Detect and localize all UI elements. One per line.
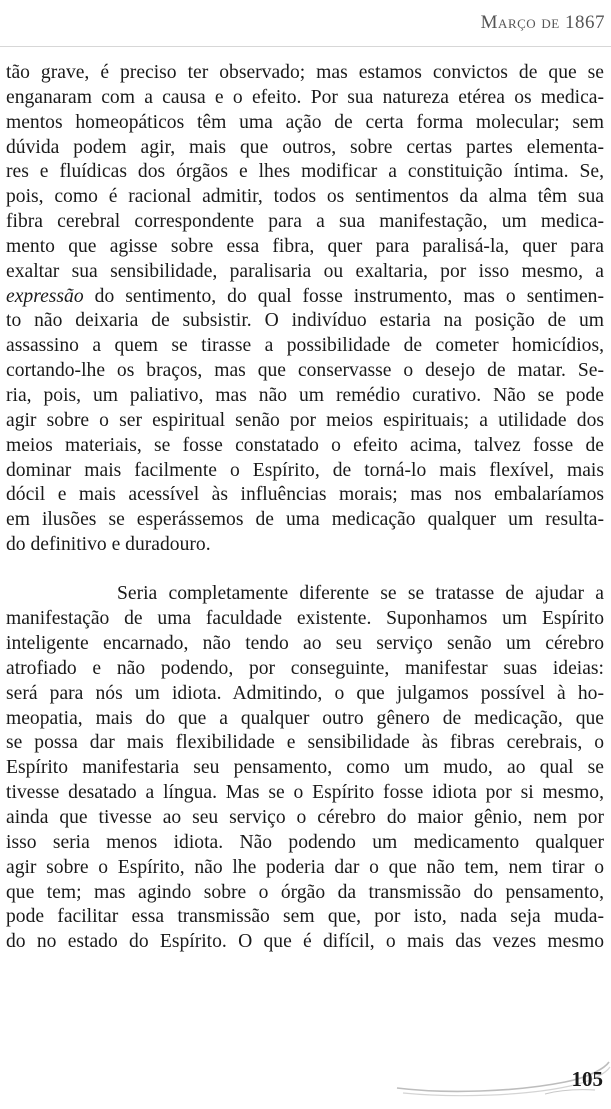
text-line: meios materiais, se fosse constatado o efeito acima, talvez fosse de <box>6 434 604 456</box>
text-line: Seria completamente diferente se se tratasse de ajudar a <box>117 583 604 605</box>
text-line: to não deixaria de subsistir. O indivíduo estaria na posição de um <box>6 310 604 332</box>
text-line: mento que agisse sobre essa fibra, quer para paralisá-la, quer para <box>6 235 604 257</box>
text-line: do no estado do Espírito. O que é difícil, o mais das vezes mesmo <box>6 931 604 953</box>
text-line: agir sobre o Espírito, não lhe poderia dar o que não tem, nem tirar o <box>6 856 604 878</box>
text-line: Espírito manifestaria seu pensamento, como um mudo, ao qual se <box>6 757 604 779</box>
text-line-with-emphasis <box>6 285 604 310</box>
text-line: agir sobre o ser espiritual senão por meios espirituais; a utilidade dos <box>6 409 604 431</box>
paragraph-2 <box>6 582 604 955</box>
text-line: tivesse desatado a língua. Mas se o Espírito fosse idiota por si mesmo, <box>6 782 604 804</box>
text-line: pode facilitar essa transmissão sem que, por isto, nada seja muda- <box>6 906 604 928</box>
text-line: res e fluídicas dos órgãos e lhes modificar a constituição íntima. Se, <box>6 161 604 183</box>
emphasized-word: expressão <box>6 285 84 307</box>
text-line: ainda que tivesse ao seu serviço o cérebro do maior gênio, nem por <box>6 806 604 828</box>
text-line: isso seria menos idiota. Não podendo um medicamento qualquer <box>6 831 604 853</box>
text-line: do definitivo e duradouro. <box>6 534 211 556</box>
text-line: enganaram com a causa e o efeito. Por sua natureza etérea os medica- <box>6 86 604 108</box>
text-line: meopatia, mais do que a qualquer outro gênero de medicação, que <box>6 707 604 729</box>
text-line: assassino a quem se tirasse a possibilidade de cometer homicídios, <box>6 335 604 357</box>
paragraph-1 <box>6 61 604 558</box>
text-line-rest: do sentimento, do qual fosse instrumento, mas o sentimen- <box>83 285 604 307</box>
page-number: 105 <box>571 1067 603 1091</box>
text-line: em ilusões se esperássemos de uma medicação qualquer um resulta- <box>6 509 604 531</box>
text-line: dócil e mais acessível às influências morais; mas nos embalaríamos <box>6 484 604 506</box>
text-line: mentos homeopáticos têm uma ação de certa forma molecular; sem <box>6 111 604 133</box>
text-line: atrofiado e não podendo, por conseguinte, manifestar suas ideias: <box>6 657 604 679</box>
body-text <box>6 61 604 955</box>
text-line: cortando-lhe os braços, mas que conservasse o desejo de matar. Se- <box>6 360 604 382</box>
header-divider <box>0 46 611 47</box>
text-line: dúvida podem agir, mais que outros, sobre certas partes elementa- <box>6 136 604 158</box>
text-line: inteligente encarnado, não tendo ao seu serviço senão um cérebro <box>6 633 604 655</box>
text-line: fibra cerebral correspondente para a sua manifestação, um medica- <box>6 211 604 233</box>
text-line: se possa dar mais flexibilidade e sensibilidade às fibras cerebrais, o <box>6 732 604 754</box>
text-line: tão grave, é preciso ter observado; mas estamos convictos de que se <box>6 62 604 83</box>
text-line: manifestação de uma faculdade existente. Suponhamos um Espírito <box>6 608 604 630</box>
text-line: exaltar sua sensibilidade, paralisaria ou exaltaria, por isso mesmo, a <box>6 260 604 282</box>
text-line: será para nós um idiota. Admitindo, o que julgamos possível à ho- <box>6 682 604 704</box>
text-line: dominar mais facilmente o Espírito, de torná-lo mais flexível, mais <box>6 459 604 481</box>
running-header: Março de 1867 <box>480 12 605 33</box>
text-line: que tem; mas agindo sobre o órgão da transmissão do pensamento, <box>6 881 604 903</box>
text-line: pois, como é racional admitir, todos os sentimentos da alma têm sua <box>6 186 604 208</box>
text-line: ria, pois, um paliativo, mas não um remédio curativo. Não se pode <box>6 384 604 406</box>
